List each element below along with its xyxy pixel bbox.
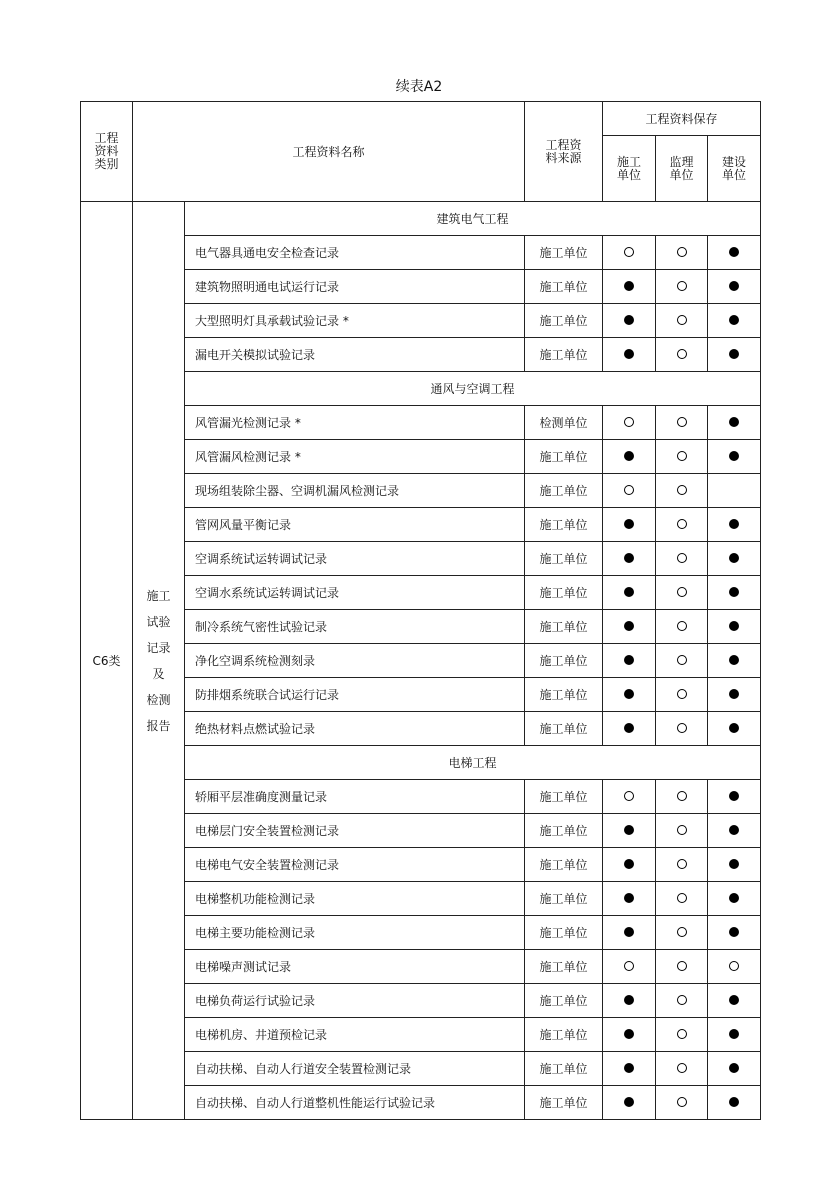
hollow-circle-icon (677, 927, 687, 937)
record-source: 施工单位 (525, 950, 603, 984)
filled-circle-icon (624, 655, 634, 665)
storage-mark (603, 338, 656, 372)
record-name: 漏电开关模拟试验记录 (185, 338, 525, 372)
filled-circle-icon (729, 621, 739, 631)
storage-mark (708, 1018, 761, 1052)
storage-mark (656, 508, 708, 542)
section-title: 通风与空调工程 (185, 372, 761, 406)
filled-circle-icon (729, 995, 739, 1005)
subcategory-line: 检测 (146, 692, 171, 707)
filled-circle-icon (729, 791, 739, 801)
hollow-circle-icon (677, 893, 687, 903)
storage-mark (603, 1052, 656, 1086)
storage-mark (656, 814, 708, 848)
storage-mark (708, 678, 761, 712)
record-source: 施工单位 (525, 916, 603, 950)
filled-circle-icon (729, 417, 739, 427)
filled-circle-icon (624, 519, 634, 529)
hollow-circle-icon (677, 961, 687, 971)
record-name: 自动扶梯、自动人行道整机性能运行试验记录 (185, 1086, 525, 1120)
storage-mark (708, 304, 761, 338)
filled-circle-icon (624, 893, 634, 903)
subcategory-line: 及 (152, 666, 165, 681)
record-source: 施工单位 (525, 1018, 603, 1052)
record-name: 风管漏光检测记录 * (185, 406, 525, 440)
storage-mark (603, 576, 656, 610)
header-unit-supervision-label: 监理单位 (669, 154, 694, 182)
record-name: 电梯负荷运行试验记录 (185, 984, 525, 1018)
hollow-circle-icon (677, 247, 687, 257)
record-source: 施工单位 (525, 610, 603, 644)
filled-circle-icon (729, 655, 739, 665)
storage-mark (708, 950, 761, 984)
record-source: 施工单位 (525, 644, 603, 678)
filled-circle-icon (624, 451, 634, 461)
filled-circle-icon (729, 553, 739, 563)
record-source: 施工单位 (525, 304, 603, 338)
storage-mark (603, 882, 656, 916)
filled-circle-icon (729, 1029, 739, 1039)
subcategory-line: 记录 (146, 640, 171, 655)
filled-circle-icon (729, 927, 739, 937)
record-name: 电梯噪声测试记录 (185, 950, 525, 984)
filled-circle-icon (729, 723, 739, 733)
storage-mark (603, 542, 656, 576)
hollow-circle-icon (677, 825, 687, 835)
storage-mark (656, 440, 708, 474)
storage-mark (603, 712, 656, 746)
storage-mark (708, 644, 761, 678)
filled-circle-icon (729, 1097, 739, 1107)
filled-circle-icon (729, 281, 739, 291)
storage-mark (708, 236, 761, 270)
header-unit-construction (603, 136, 656, 202)
record-name: 电梯层门安全装置检测记录 (185, 814, 525, 848)
storage-mark (656, 1086, 708, 1120)
category-cell: C6类 (81, 202, 133, 1120)
storage-mark (603, 508, 656, 542)
record-source: 施工单位 (525, 474, 603, 508)
storage-mark (656, 916, 708, 950)
hollow-circle-icon (677, 281, 687, 291)
hollow-circle-icon (677, 1097, 687, 1107)
header-category (81, 102, 133, 202)
storage-mark (603, 236, 656, 270)
subcategory-line: 试验 (146, 614, 171, 629)
record-name: 电梯机房、井道预检记录 (185, 1018, 525, 1052)
section-title: 电梯工程 (185, 746, 761, 780)
header-category-label: 工程资料类别 (94, 131, 119, 171)
subcategory-cell (133, 202, 185, 1120)
filled-circle-icon (624, 825, 634, 835)
record-source: 施工单位 (525, 814, 603, 848)
storage-mark (708, 474, 761, 508)
storage-mark (603, 474, 656, 508)
storage-mark (708, 848, 761, 882)
hollow-circle-icon (677, 519, 687, 529)
filled-circle-icon (624, 927, 634, 937)
record-source: 施工单位 (525, 542, 603, 576)
storage-mark (603, 1086, 656, 1120)
storage-mark (656, 338, 708, 372)
hollow-circle-icon (677, 417, 687, 427)
storage-mark (603, 984, 656, 1018)
filled-circle-icon (624, 587, 634, 597)
hollow-circle-icon (677, 859, 687, 869)
storage-mark (708, 916, 761, 950)
hollow-circle-icon (677, 1029, 687, 1039)
filled-circle-icon (729, 689, 739, 699)
filled-circle-icon (729, 247, 739, 257)
record-source: 施工单位 (525, 270, 603, 304)
storage-mark (708, 882, 761, 916)
header-source (525, 102, 603, 202)
record-name: 现场组装除尘器、空调机漏风检测记录 (185, 474, 525, 508)
storage-mark (603, 1018, 656, 1052)
storage-mark (708, 1052, 761, 1086)
storage-mark (708, 576, 761, 610)
storage-mark (603, 916, 656, 950)
record-name: 风管漏风检测记录 * (185, 440, 525, 474)
storage-mark (656, 780, 708, 814)
header-name: 工程资料名称 (133, 102, 525, 202)
hollow-circle-icon (677, 723, 687, 733)
hollow-circle-icon (677, 485, 687, 495)
hollow-circle-icon (677, 451, 687, 461)
storage-mark (708, 406, 761, 440)
hollow-circle-icon (624, 791, 634, 801)
filled-circle-icon (729, 315, 739, 325)
storage-mark (656, 1052, 708, 1086)
filled-circle-icon (729, 349, 739, 359)
hollow-circle-icon (624, 247, 634, 257)
record-name: 电梯主要功能检测记录 (185, 916, 525, 950)
filled-circle-icon (624, 281, 634, 291)
record-name: 净化空调系统检测刻录 (185, 644, 525, 678)
storage-mark (656, 1018, 708, 1052)
record-name: 空调水系统试运转调试记录 (185, 576, 525, 610)
storage-mark (656, 712, 708, 746)
record-name: 防排烟系统联合试运行记录 (185, 678, 525, 712)
storage-mark (656, 474, 708, 508)
header-unit-owner-label: 建设单位 (722, 154, 747, 182)
hollow-circle-icon (624, 417, 634, 427)
hollow-circle-icon (677, 587, 687, 597)
filled-circle-icon (729, 451, 739, 461)
filled-circle-icon (729, 1063, 739, 1073)
storage-mark (708, 984, 761, 1018)
hollow-circle-icon (677, 349, 687, 359)
storage-mark (708, 610, 761, 644)
hollow-circle-icon (677, 1063, 687, 1073)
storage-mark (656, 304, 708, 338)
record-source: 检测单位 (525, 406, 603, 440)
storage-mark (603, 644, 656, 678)
storage-mark (603, 440, 656, 474)
hollow-circle-icon (677, 655, 687, 665)
header-unit-supervision (656, 136, 708, 202)
storage-mark (656, 270, 708, 304)
filled-circle-icon (729, 587, 739, 597)
filled-circle-icon (729, 825, 739, 835)
record-source: 施工单位 (525, 678, 603, 712)
storage-mark (656, 678, 708, 712)
table-title: 续表A2 (395, 79, 443, 95)
hollow-circle-icon (677, 791, 687, 801)
header-storage: 工程资料保存 (603, 102, 761, 136)
storage-mark (708, 712, 761, 746)
storage-mark (708, 440, 761, 474)
filled-circle-icon (624, 859, 634, 869)
filled-circle-icon (624, 1029, 634, 1039)
record-source: 施工单位 (525, 882, 603, 916)
storage-mark (708, 780, 761, 814)
filled-circle-icon (624, 621, 634, 631)
filled-circle-icon (624, 995, 634, 1005)
record-name: 绝热材料点燃试验记录 (185, 712, 525, 746)
hollow-circle-icon (624, 961, 634, 971)
hollow-circle-icon (624, 485, 634, 495)
record-name: 电梯整机功能检测记录 (185, 882, 525, 916)
storage-mark (656, 236, 708, 270)
hollow-circle-icon (677, 621, 687, 631)
storage-mark (656, 950, 708, 984)
filled-circle-icon (729, 519, 739, 529)
storage-mark (656, 882, 708, 916)
section-row (81, 202, 761, 236)
record-source: 施工单位 (525, 576, 603, 610)
filled-circle-icon (624, 315, 634, 325)
filled-circle-icon (624, 1063, 634, 1073)
storage-mark (656, 576, 708, 610)
header-source-label: 工程资料来源 (545, 137, 582, 165)
storage-mark (603, 950, 656, 984)
record-source: 施工单位 (525, 1086, 603, 1120)
storage-mark (603, 406, 656, 440)
filled-circle-icon (624, 689, 634, 699)
storage-mark (656, 644, 708, 678)
filled-circle-icon (624, 723, 634, 733)
hollow-circle-icon (677, 995, 687, 1005)
record-source: 施工单位 (525, 984, 603, 1018)
storage-mark (603, 814, 656, 848)
record-name: 轿厢平层准确度测量记录 (185, 780, 525, 814)
hollow-circle-icon (677, 315, 687, 325)
record-name: 空调系统试运转调试记录 (185, 542, 525, 576)
header-unit-construction-label: 施工单位 (617, 154, 642, 182)
filled-circle-icon (624, 553, 634, 563)
record-source: 施工单位 (525, 440, 603, 474)
record-source: 施工单位 (525, 236, 603, 270)
record-source: 施工单位 (525, 338, 603, 372)
storage-mark (708, 814, 761, 848)
storage-mark (708, 508, 761, 542)
storage-mark (656, 984, 708, 1018)
storage-mark (708, 542, 761, 576)
record-name: 电气器具通电安全检查记录 (185, 236, 525, 270)
filled-circle-icon (624, 1097, 634, 1107)
records-table (80, 101, 761, 1120)
filled-circle-icon (729, 859, 739, 869)
storage-mark (708, 1086, 761, 1120)
record-name: 自动扶梯、自动人行道安全装置检测记录 (185, 1052, 525, 1086)
record-source: 施工单位 (525, 1052, 603, 1086)
subcategory-line: 施工 (146, 588, 171, 603)
storage-mark (708, 270, 761, 304)
storage-mark (656, 610, 708, 644)
storage-mark (656, 542, 708, 576)
header-unit-owner (708, 136, 761, 202)
record-source: 施工单位 (525, 848, 603, 882)
storage-mark (708, 338, 761, 372)
storage-mark (603, 780, 656, 814)
record-source: 施工单位 (525, 508, 603, 542)
record-name: 大型照明灯具承载试验记录 * (185, 304, 525, 338)
hollow-circle-icon (677, 553, 687, 563)
filled-circle-icon (624, 349, 634, 359)
record-name: 电梯电气安全装置检测记录 (185, 848, 525, 882)
storage-mark (603, 848, 656, 882)
storage-mark (603, 304, 656, 338)
filled-circle-icon (729, 893, 739, 903)
hollow-circle-icon (677, 689, 687, 699)
storage-mark (603, 678, 656, 712)
record-source: 施工单位 (525, 780, 603, 814)
record-name: 管网风量平衡记录 (185, 508, 525, 542)
section-title: 建筑电气工程 (185, 202, 761, 236)
subcategory-line: 报告 (146, 718, 171, 733)
storage-mark (603, 270, 656, 304)
storage-mark (603, 610, 656, 644)
hollow-circle-icon (729, 961, 739, 971)
record-source: 施工单位 (525, 712, 603, 746)
storage-mark (656, 406, 708, 440)
record-name: 制冷系统气密性试验记录 (185, 610, 525, 644)
record-name: 建筑物照明通电试运行记录 (185, 270, 525, 304)
storage-mark (656, 848, 708, 882)
